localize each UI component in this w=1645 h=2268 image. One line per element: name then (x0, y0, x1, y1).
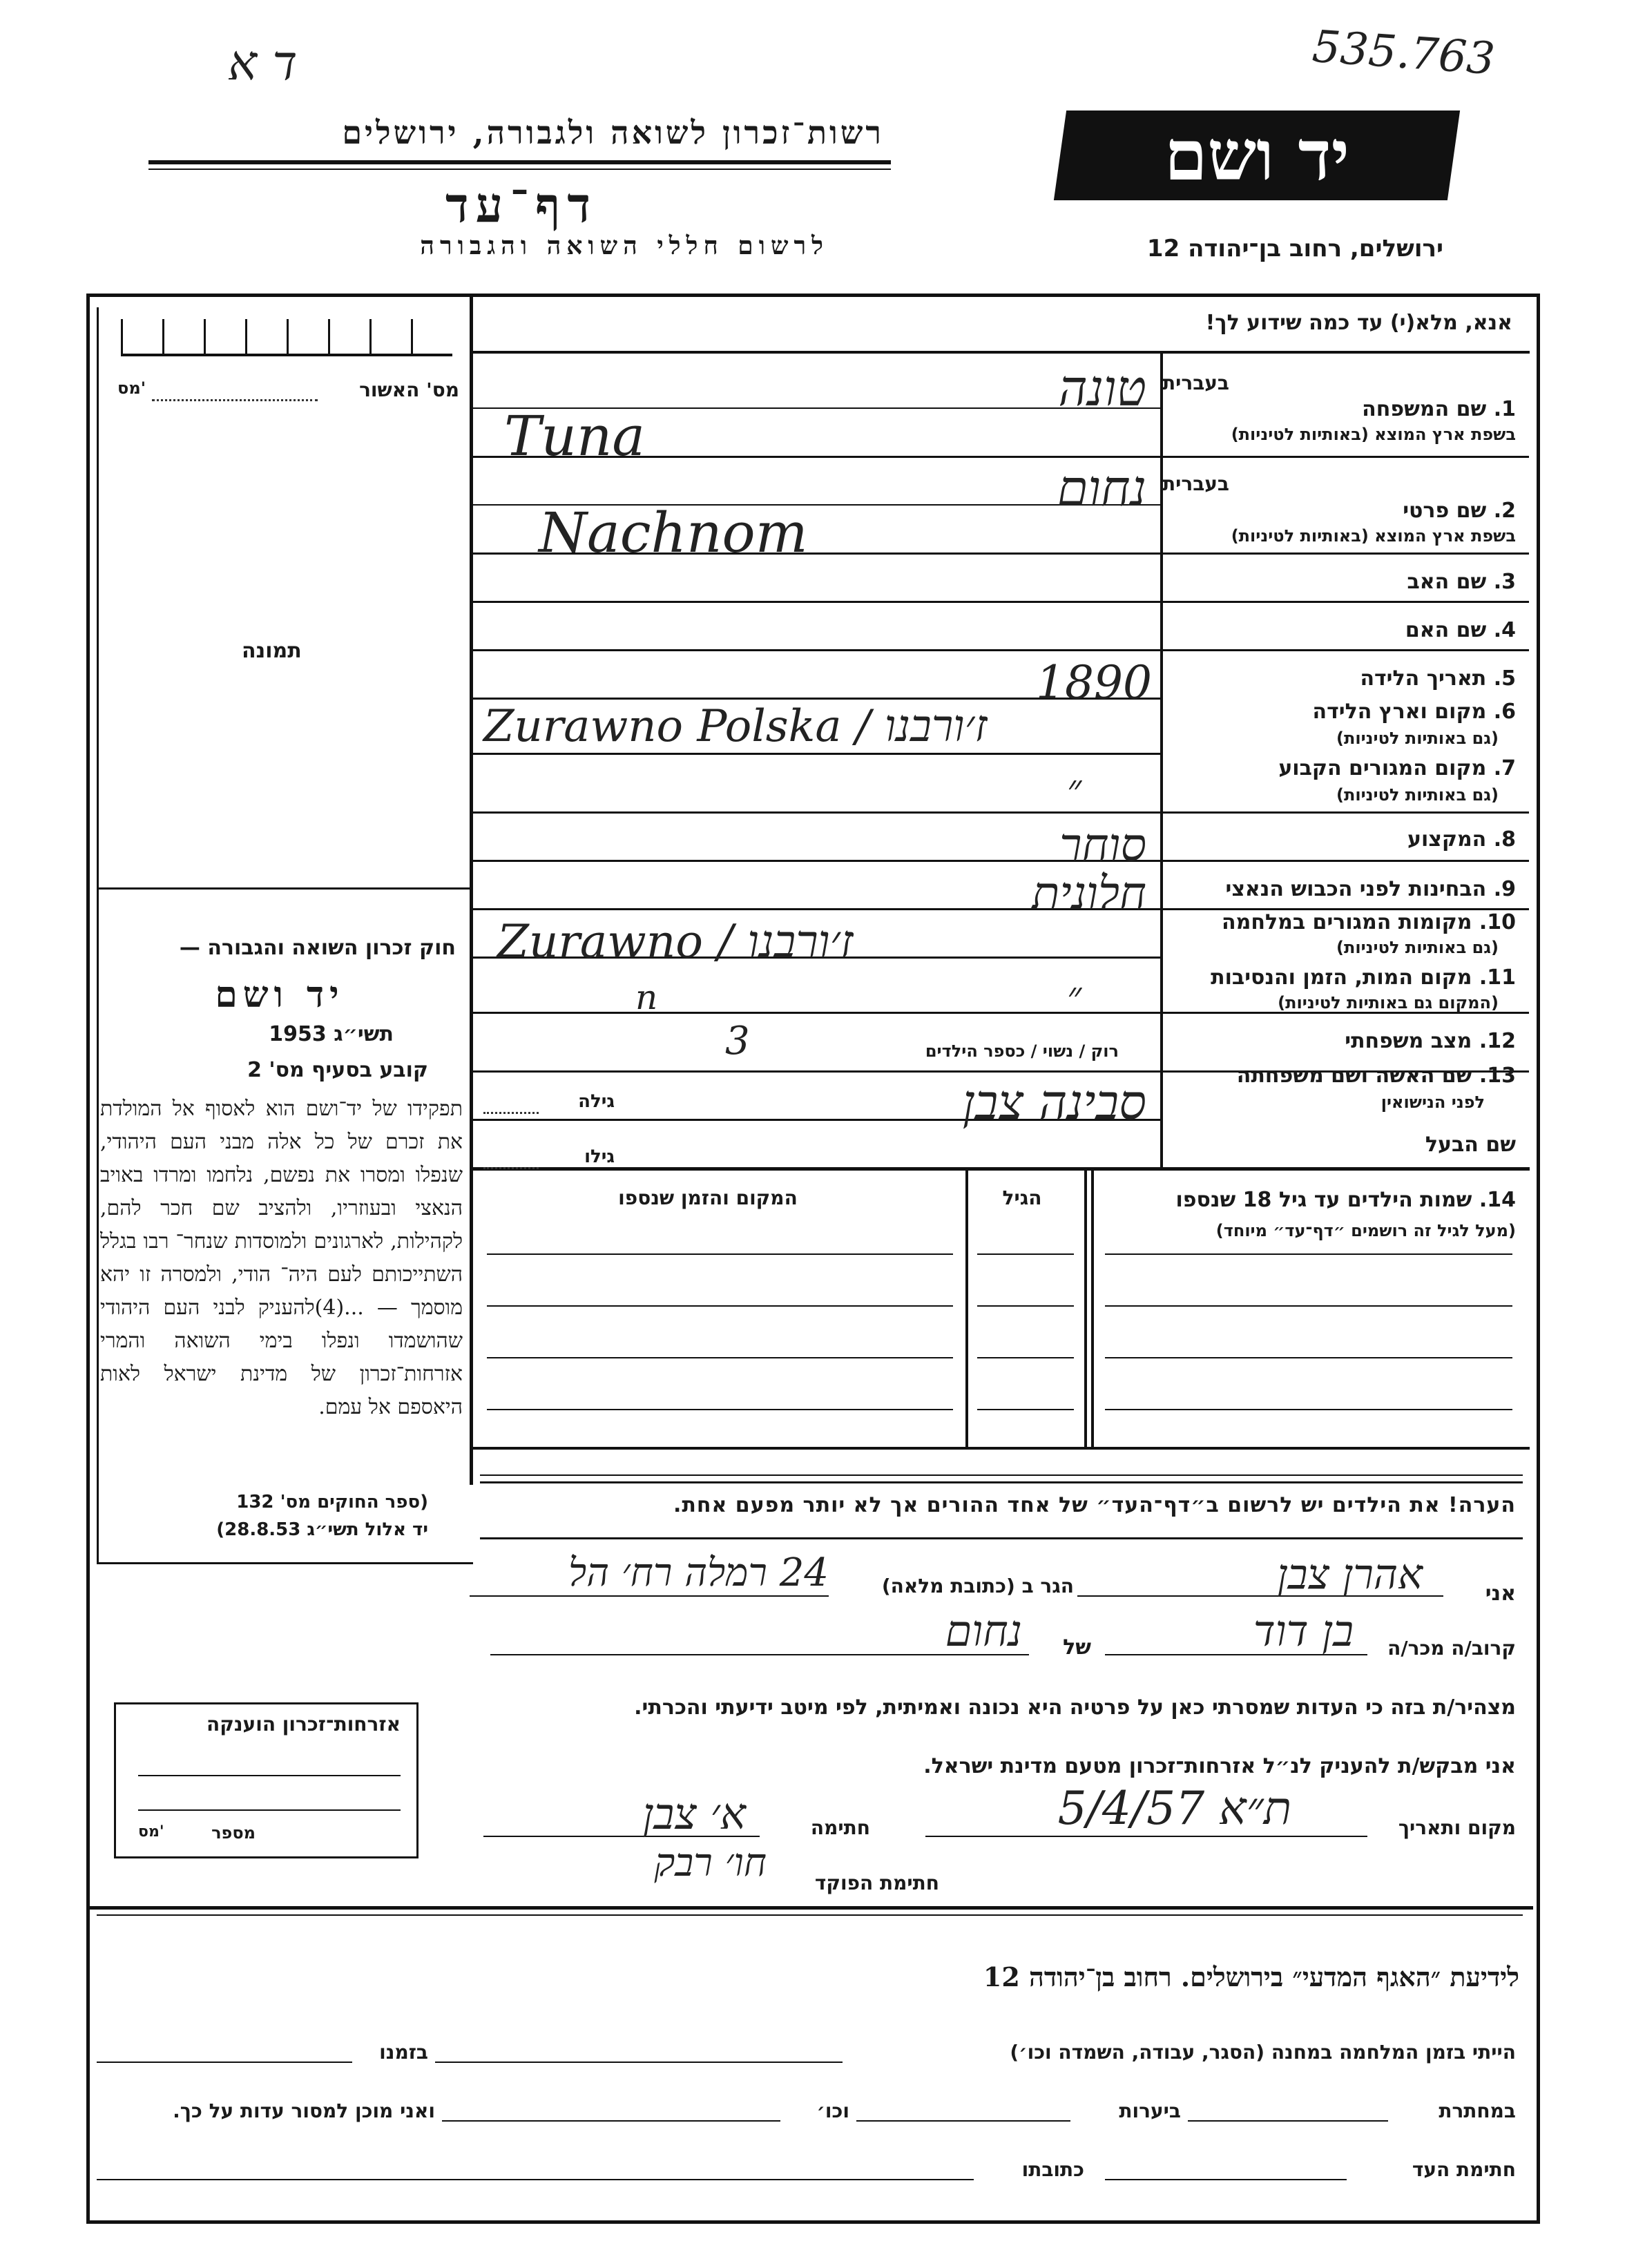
field-1-hebrew-value[interactable]: טונה (1058, 359, 1146, 417)
certificate-number-label: מספר (211, 1823, 256, 1843)
of-label: של (1063, 1635, 1091, 1660)
field-12-label: 12. מצב משפחתי (1345, 1029, 1516, 1053)
field-2-label: 2. שם פרטי (1403, 499, 1516, 523)
field-11-value-2[interactable]: n (635, 977, 658, 1017)
field-4-label: 4. שם האם (1405, 618, 1516, 642)
field-12-children-count[interactable]: 3 (725, 1019, 750, 1064)
law-year: תשי״ג 1953 (269, 1022, 394, 1046)
field-7-label: 7. מקום המגורים הקבוע (1278, 756, 1516, 780)
yad-vashem-logo: יד ושם (1054, 110, 1460, 200)
field-9-label: 9. הבחינות לפני הכבוש הנאצי (1225, 877, 1516, 901)
hebrew-label-1: בעברית (1162, 372, 1229, 394)
bottom-etc-label: וכו׳ (816, 2099, 849, 2122)
certificate-no-mark: מס' (138, 1823, 164, 1841)
intro-instruction: אנא, מלא(י) עד כמה שידוע לך! (1205, 311, 1512, 335)
bottom-time-label: בזמנו (379, 2041, 428, 2064)
field-9-value[interactable]: חלונית (1032, 867, 1146, 920)
law-reference-2: יד אלול תשי״ג 28.8.53) (216, 1519, 428, 1540)
column-age-header: הגיל (1002, 1186, 1042, 1209)
field-6-label: 6. מקום וארץ הלידה (1312, 700, 1516, 724)
declaration-name-value[interactable]: אהרן צבן (1277, 1550, 1423, 1599)
law-title: חוק זכרון השואה והגבורה — (179, 936, 456, 960)
relative-value[interactable]: בן דוד (1253, 1606, 1354, 1656)
field-10-value[interactable]: Zurawno / ז׳ורבנו (497, 915, 854, 968)
field-8-label: 8. המקצוע (1407, 827, 1516, 852)
officer-signature-label: חתימת הפוקד (814, 1872, 939, 1894)
field-5-value[interactable]: 1890 (1036, 656, 1152, 709)
form-subtitle: לרשום חללי השואה והגבורה (420, 231, 829, 260)
field-6-sublabel: (גם באותיות לטיניות) (1336, 729, 1499, 748)
field-2-hebrew-value[interactable]: נחום (1057, 459, 1146, 517)
approval-number-boxes (121, 319, 452, 356)
bottom-underground-label: במחתרת (1439, 2099, 1516, 2122)
field-13-value[interactable]: סבינה צבן (962, 1074, 1146, 1131)
declaration-address-label: הגר ב (כתובת מלאה) (881, 1575, 1074, 1597)
place-date-label: מקום ותאריך (1398, 1816, 1516, 1839)
field-10-label: 10. מקומות המגורים במלחמה (1222, 910, 1516, 934)
field-2-latin-value[interactable]: Nachnom (539, 501, 808, 565)
field-11-value[interactable]: ״ (1067, 974, 1082, 1019)
bottom-title: לידיעת ״האגף המדעי״ בירושלים. רחוב בן־יהודה 12 (983, 1961, 1519, 1992)
field-7-sublabel: (גם באותיות לטיניות) (1336, 785, 1499, 805)
declaration-request: אני מבקש/ת להעניק לנ״ל אזרחות־זכרון מטעם מדינת ישראל. (923, 1754, 1516, 1778)
field-10-sublabel: (גם באותיות לטיניות) (1336, 938, 1499, 957)
husband-age-label: גילו (584, 1146, 615, 1167)
approval-no-mark: מס' (117, 378, 146, 398)
field-14-sublabel: (מעל לגיל זה רושמים ״דף־עד״ מיוחד) (1215, 1221, 1516, 1240)
reference-number: 535.763 (1310, 21, 1497, 86)
bottom-address-label: כתובתו (1021, 2158, 1084, 2181)
field-13-age-label: גילה (578, 1091, 615, 1112)
header-address: ירושלים, רחוב בן־יהודה 12 (1146, 235, 1443, 262)
place-date-value[interactable]: ת״א 5/4/57 (1057, 1782, 1291, 1835)
note-text: הערה! את הילדים יש לרשום ב״דף־העד״ של אחד ההורים אך לא יותר מפעם אחת. (673, 1493, 1516, 1517)
of-value[interactable]: נחום (945, 1606, 1022, 1656)
certificate-title: אזרחות־זכרון הוענקה (206, 1713, 401, 1736)
photo-label: תמונה (242, 639, 302, 663)
declaration-statement: מצהיר/ת בזה כי העדות שמסרתי כאן על פרטיה היא נכונה ואמיתית, לפי מיטב ידיעתי והכרתי. (634, 1695, 1516, 1720)
form-title: דף־עד (445, 176, 597, 233)
field-8-value[interactable]: סוחר (1059, 818, 1146, 872)
bottom-camp-label: הייתי בזמן המלחמה במחנה (הסגר, עבודה, השמדה וכו׳) (1010, 2041, 1516, 2064)
declaration-i-label: אני (1485, 1582, 1516, 1606)
relative-label: קרוב/ה מכר/ה (1387, 1637, 1516, 1660)
column-place-header: המקום והזמן שנספו (618, 1186, 798, 1209)
field-1-sublabel: בשפת ארץ המוצא (באותיות לטיניות) (1231, 425, 1516, 444)
field-11-sublabel: (המקום גם באותיות לטיניות) (1278, 993, 1499, 1012)
declaration-address-value[interactable]: 24 רמלה רח׳ הל (568, 1550, 829, 1595)
field-11-label: 11. מקום המות, הזמן והנסיבות (1211, 965, 1516, 990)
approval-number-label: מס' האשור (359, 378, 459, 401)
law-name: יד ושם (215, 974, 345, 1016)
field-3-label: 3. שם האב (1407, 570, 1516, 594)
law-text: תפקידו של יד־ושם הוא לאסוף אל המולדת את זכרם של כל אלה מבני העם היהודי, שנפלו ומסרו את נפשם, נלחמו ומרדו באויב הנאצי ובעוזריו, ולהציב שם חכר להם, לקהילות, לארגונים ולמוסדות שנחר־ רבו בגלל השתייכותם לעם היה־ הודי, ולמסרה זו יהא מוסמך — ...(4)להעניק לבני העם היהודי שהושמדו ונפלו בימי השואה והמרי אזרחות־זכרון של מדינת ישראל לאות היאספם אל עמם. (100, 1097, 463, 1419)
signature-value[interactable]: א׳ צבן (642, 1789, 746, 1839)
field-1-label: 1. שם המשפחה (1362, 397, 1516, 421)
law-clause: קובע בסעיף מס' 2 (247, 1058, 428, 1082)
field-5-label: 5. תאריך הלידה (1360, 666, 1516, 691)
field-6-value[interactable]: Zurawno Polska / ז׳ורבנו (483, 701, 988, 752)
corner-handwritten-mark: ד א (228, 35, 298, 91)
signature-label: חתימה (810, 1816, 870, 1839)
bottom-witness-signature-label: חתימת העד (1412, 2158, 1516, 2181)
authority-name: רשות־זכרון לשואה ולגבורה, ירושלים (342, 114, 884, 151)
bottom-forests-label: ביערות (1119, 2099, 1181, 2122)
field-14-label: 14. שמות הילדים עד גיל 18 שנספו (1175, 1188, 1516, 1212)
bottom-ready-label: ואני מוכן למסור עדות על כך. (173, 2099, 435, 2122)
field-2-sublabel: בשפת ארץ המוצא (באותיות לטיניות) (1231, 526, 1516, 546)
husband-label: שם הבעל (1425, 1133, 1516, 1157)
law-reference-1: (ספר החוקים מס' 132 (236, 1492, 428, 1512)
field-13-label: 13. שם האשה ושם משפחתה (1236, 1064, 1516, 1088)
field-7-value[interactable]: ״ (1067, 767, 1082, 811)
field-13-sublabel: לפני הנישואין (1381, 1093, 1485, 1112)
field-12-options: רוק / נשוי / כספר הילדים (925, 1041, 1119, 1061)
hebrew-label-2: בעברית (1162, 472, 1229, 495)
officer-signature-value[interactable]: חו׳ רבק (654, 1841, 767, 1885)
field-1-latin-value[interactable]: Tuna (504, 404, 646, 468)
